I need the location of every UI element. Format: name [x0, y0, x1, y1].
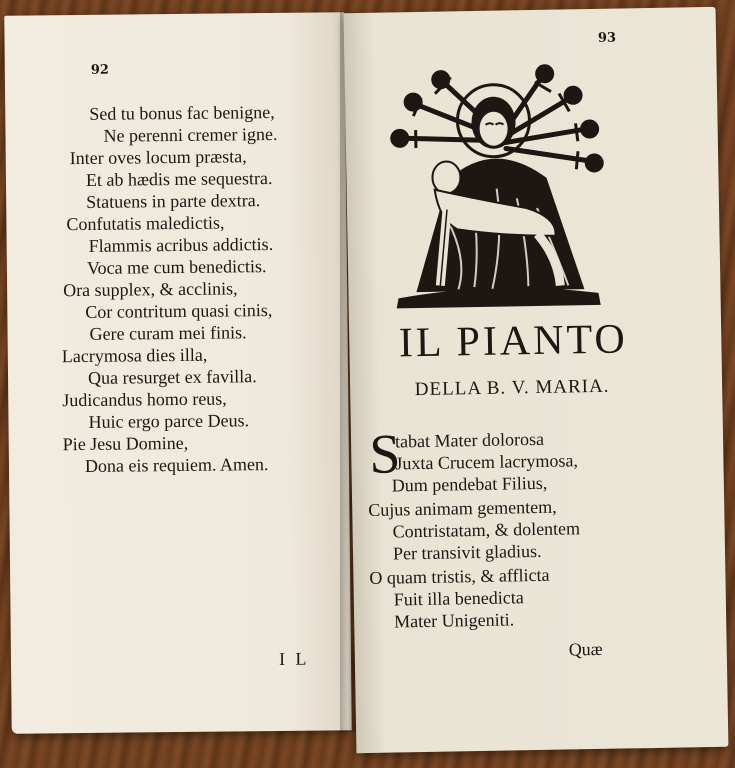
verse-line: Lacrymosa dies illa,: [61, 344, 208, 367]
title-il-pianto: IL PIANTO: [398, 316, 629, 367]
verse-line: Statuens in parte dextra.: [86, 190, 261, 212]
drop-cap: S: [368, 423, 401, 486]
verse-line: Juxta Crucem lacrymosa,: [395, 450, 579, 474]
verse-line: Cujus animam gementem,: [368, 496, 557, 520]
verse-line: Flammis acribus addictis.: [88, 233, 274, 256]
verse-line: Dona eis requiem. Amen.: [84, 454, 269, 476]
catchword: I L: [278, 648, 310, 669]
verse-line: Dum pendebat Filius,: [391, 472, 548, 496]
verse-line: Mater Unigeniti.: [394, 609, 515, 632]
left-verse-list: [5, 82, 345, 476]
verse-line: Voca me cum benedictis.: [86, 256, 267, 278]
subtitle: DELLA B. V. MARIA.: [414, 375, 610, 401]
verse-line: Qua resurget ex favilla.: [87, 366, 257, 388]
verse-line: Judicandus homo reus,: [62, 388, 227, 411]
verse-line: Confutatis maledictis,: [66, 212, 225, 235]
verse-line: Gere curam mei finis.: [89, 322, 247, 344]
right-verse-list: [351, 425, 723, 632]
verse-line: Fuit illa benedicta: [393, 587, 524, 610]
verse-line: tabat Mater dolorosa: [394, 428, 545, 452]
verse-line: Cor contritum quasi cinis,: [85, 300, 273, 322]
verse-line: Ora supplex, & acclinis,: [63, 278, 238, 301]
verse-line: Huic ergo parce Deus.: [88, 410, 250, 432]
verse-line: Per transivit gladius.: [392, 540, 542, 564]
catchword: Quæ: [568, 638, 603, 660]
verse-line: Et ab hædis me sequestra.: [85, 168, 273, 190]
verse-line: Pie Jesu Domine,: [62, 432, 189, 455]
verse-line: O quam tristis, & afflicta: [369, 564, 550, 588]
right-page: [344, 7, 729, 753]
verse-line: Sed tu bonus fac benigne,: [89, 101, 275, 124]
page-number-left: 92: [90, 62, 109, 78]
left-page: [4, 12, 352, 734]
page-number-right: 93: [597, 30, 617, 46]
pieta-woodcut-illustration: [384, 57, 608, 311]
verse-line: Contristatam, & dolentem: [392, 518, 581, 542]
verse-line: Inter oves locum præsta,: [69, 146, 247, 169]
verse-line: Ne perenni cremer igne.: [103, 123, 278, 146]
